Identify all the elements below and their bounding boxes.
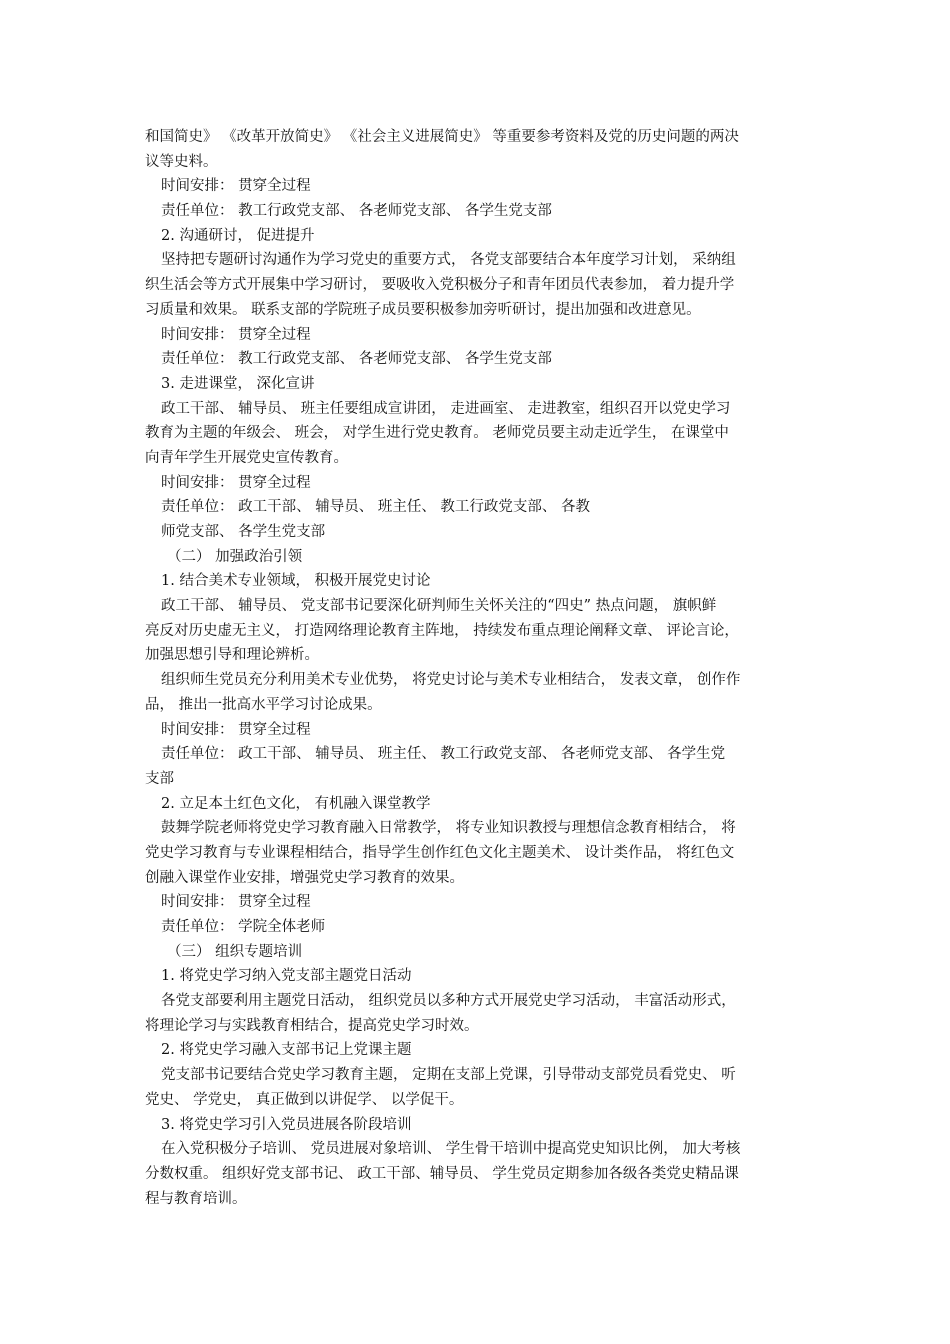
text-line: 加强思想引导和理论辨析。 <box>145 647 319 664</box>
text-line: 教育为主题的年级会、 班会， 对学生进行党史教育。 老师党员要主动走近学生， 在课堂中 <box>145 425 729 442</box>
text-line: 和国简史》 《改革开放简史》 《社会主义进展简史》 等重要参考资料及党的历史问题的两决 <box>145 129 739 145</box>
text-line: 责任单位： 学院全体老师 <box>161 919 326 935</box>
text-line: 时间安排： 贯穿全过程 <box>161 721 311 738</box>
text-line: 时间安排： 贯穿全过程 <box>161 474 311 491</box>
text-line: 1. 将党史学习纳入党支部主题党日活动 <box>161 968 412 985</box>
text-line: 政工干部、 辅导员、 班主任要组成宣讲团， 走进画室、 走进教室，组织召开以党史学习 <box>161 400 731 417</box>
text-line: 将理论学习与实践教育相结合，提高党史学习时效。 <box>145 1017 479 1034</box>
text-line: 时间安排： 贯穿全过程 <box>161 326 311 343</box>
text-line: 3. 走进课堂， 深化宣讲 <box>161 375 315 392</box>
text-line: 党史学习教育与专业课程相结合，指导学生创作红色文化主题美术、 设计类作品， 将红色文 <box>145 844 735 861</box>
text-line: （二） 加强政治引领 <box>167 548 303 565</box>
text-line: 3. 将党史学习引入党员进展各阶段培训 <box>161 1116 412 1133</box>
text-line: 时间安排： 贯穿全过程 <box>161 894 311 911</box>
text-line: 责任单位： 教工行政党支部、 各老师党支部、 各学生党支部 <box>161 351 552 368</box>
text-line: 2. 将党史学习融入支部书记上党课主题 <box>161 1042 412 1059</box>
text-line: 坚持把专题研讨沟通作为学习党史的重要方式， 各党支部要结合本年度学习计划， 采纳组 <box>161 252 736 269</box>
text-line: 各党支部要利用主题党日活动， 组织党员以多种方式开展党史学习活动， 丰富活动形式， <box>161 993 736 1010</box>
text-line: 亮反对历史虚无主义， 打造网络理论教育主阵地， 持续发布重点理论阐释文章、 评论言论， <box>145 622 739 639</box>
text-line: 组织师生党员充分利用美术专业优势， 将党史讨论与美术专业相结合， 发表文章， 创作作 <box>161 672 741 689</box>
text-line: 1. 结合美术专业领域， 积极开展党史讨论 <box>161 573 431 590</box>
text-line: 党史、 学党史， 真正做到以讲促学、 以学促干。 <box>145 1091 464 1108</box>
text-line: 向青年学生开展党史宣传教育。 <box>145 449 348 466</box>
text-line: 责任单位： 教工行政党支部、 各老师党支部、 各学生党支部 <box>161 203 552 220</box>
text-line: （三） 组织专题培训 <box>167 943 303 960</box>
text-line: 时间安排： 贯穿全过程 <box>161 178 311 195</box>
text-line: 2. 立足本土红色文化， 有机融入课堂教学 <box>161 795 431 812</box>
text-line: 政工干部、 辅导员、 党支部书记要深化研判师生关怀关注的“四史” 热点问题， 旗帜鲜 <box>161 598 717 615</box>
text-line: 支部 <box>145 770 174 787</box>
text-line: 责任单位： 政工干部、 辅导员、 班主任、 教工行政党支部、 各老师党支部、 各学生党 <box>161 746 726 763</box>
text-line: 党支部书记要结合党史学习教育主题， 定期在支部上党课，引导带动支部党员看党史、 听 <box>161 1067 736 1084</box>
text-line: 师党支部、 各学生党支部 <box>161 524 326 540</box>
text-line: 程与教育培训。 <box>145 1190 247 1207</box>
text-line: 创融入课堂作业安排，增强党史学习教育的效果。 <box>145 869 464 886</box>
text-line: 习质量和效果。 联系支部的学院班子成员要积极参加旁听研讨，提出加强和改进意见。 <box>145 301 701 318</box>
text-line: 织生活会等方式开展集中学习研讨， 要吸收入党积极分子和青年团员代表参加， 着力提升学 <box>145 277 735 294</box>
text-line: 品， 推出一批高水平学习讨论成果。 <box>145 696 382 713</box>
text-line: 鼓舞学院老师将党史学习教育融入日常教学， 将专业知识教授与理想信念教育相结合， 将 <box>161 820 736 837</box>
text-line: 议等史料。 <box>145 153 218 170</box>
text-line: 2. 沟通研讨， 促进提升 <box>161 227 315 244</box>
text-line: 分数权重。 组织好党支部书记、 政工干部、辅导员、 学生党员定期参加各级各类党史精品课 <box>145 1165 739 1182</box>
document-body <box>145 125 810 1211</box>
text-line: 在入党积极分子培训、 党员进展对象培训、 学生骨干培训中提高党史知识比例， 加大考核 <box>161 1141 741 1158</box>
text-line: 责任单位： 政工干部、 辅导员、 班主任、 教工行政党支部、 各教 <box>161 499 591 516</box>
